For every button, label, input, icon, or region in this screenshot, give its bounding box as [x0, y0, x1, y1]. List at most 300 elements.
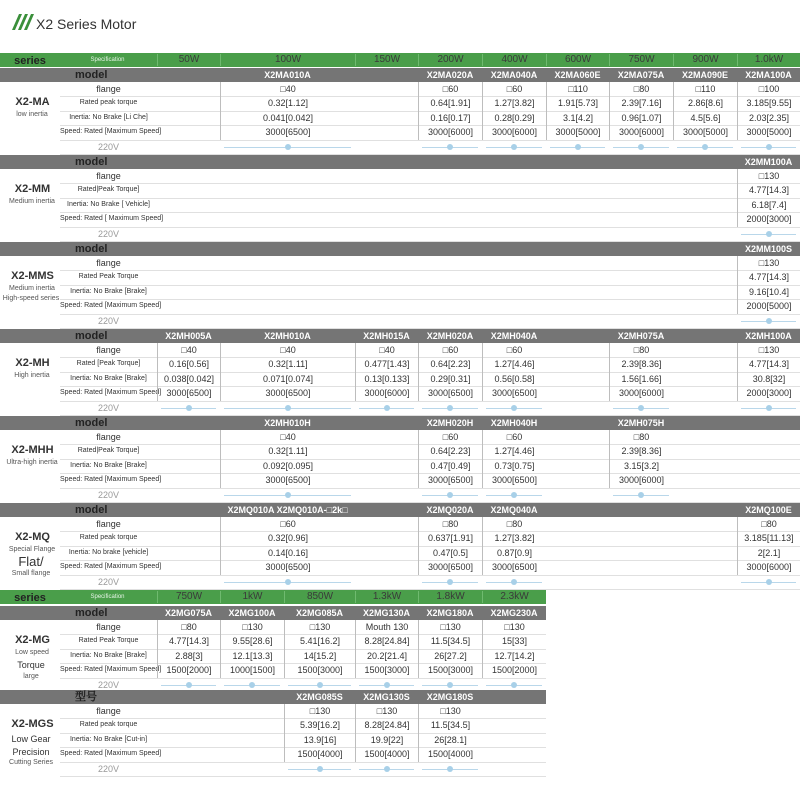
flange-cell: □60 [418, 343, 482, 357]
header-power-col: 750W [157, 591, 220, 603]
header-spec-label: Specification [90, 57, 125, 63]
voltage-indicator-dot-icon [511, 579, 517, 585]
torque-cell: 3.185[9.55] [737, 96, 800, 111]
speed-cell: 3000[6500] [482, 473, 546, 488]
series-subtitle-extra: Small flange [11, 570, 51, 577]
model-cell: X2MH100A [745, 331, 792, 341]
row-label-inertia: Inertia: No Brake [ Vehicle] [67, 201, 150, 208]
row-label-speed: Speed: Rated [Maximum Speed] [60, 302, 162, 309]
speed-cell: 1500[2000] [482, 663, 546, 678]
voltage-indicator-dot-icon [766, 144, 772, 150]
row-separator [60, 401, 800, 402]
flange-cell: □40 [220, 430, 355, 444]
row-label-inertia: Inertia: No brake [vehicle] [68, 549, 149, 556]
series-name: X2-MHH [11, 444, 54, 456]
inertia-cell: 0.96[1.07] [609, 111, 673, 125]
row-label-model: model [75, 243, 108, 255]
header-power-col: 400W [482, 54, 546, 66]
model-cell: X2MQ020A [426, 505, 474, 515]
voltage-indicator-dot-icon [384, 682, 390, 688]
torque-cell: 0.64[2.23] [418, 357, 482, 372]
inertia-cell: 3.15[3.2] [609, 459, 673, 473]
speed-cell: 1500[3000] [284, 663, 355, 678]
series-subtitle: Ultra-high inertia [6, 459, 58, 466]
speed-cell: 3000[6500] [418, 560, 482, 575]
flange-cell: □130 [284, 704, 355, 718]
model-cell: X2MG180S [426, 692, 474, 702]
torque-cell: 0.16[0.56] [157, 357, 220, 372]
model-cell: X2MH075A [617, 331, 665, 341]
torque-cell: 8.28[24.84] [355, 718, 418, 733]
row-separator [60, 488, 800, 489]
row-separator [60, 299, 800, 300]
voltage-indicator-dot-icon [285, 492, 291, 498]
voltage-indicator-dot-icon [447, 492, 453, 498]
header-power-col: 850W [284, 591, 355, 603]
inertia-cell: 0.092[0.095] [220, 459, 355, 473]
row-label-torque: Rated Peak Torque [78, 273, 139, 280]
model-cell: X2MG085S [296, 692, 343, 702]
header-power-col: 150W [355, 54, 418, 66]
row-label-flange: flange [96, 258, 121, 268]
series-subtitle: Medium inertia [9, 198, 55, 205]
row-separator [60, 212, 800, 213]
row-label-flange: flange [96, 519, 121, 529]
voltage-indicator-dot-icon [638, 405, 644, 411]
row-label-torque: Rated [Peak Torque] [76, 360, 141, 367]
voltage-indicator-dot-icon [511, 144, 517, 150]
series-subtitle: low inertia [16, 111, 48, 118]
flange-cell: □100 [737, 82, 800, 96]
row-label-model: model [75, 156, 108, 168]
row-separator [60, 589, 800, 590]
voltage-indicator-dot-icon [766, 231, 772, 237]
row-separator [60, 314, 800, 315]
row-label-model: model [75, 607, 108, 619]
voltage-indicator-dot-icon [511, 682, 517, 688]
inertia-cell: 0.87[0.9] [482, 546, 546, 560]
torque-cell: 1.27[4.46] [482, 357, 546, 372]
inertia-cell: 0.14[0.16] [220, 546, 355, 560]
row-separator [60, 776, 546, 777]
flange-cell: □130 [220, 620, 284, 634]
torque-cell: 4.77[14.3] [737, 270, 800, 285]
voltage-indicator-dot-icon [702, 144, 708, 150]
row-label-model: model [75, 69, 108, 81]
speed-cell: 3000[5000] [737, 125, 800, 140]
model-cell: X2MH040A [490, 331, 538, 341]
row-label-flange: flange [96, 345, 121, 355]
series-subtitle-main: Low Gear [11, 734, 51, 744]
model-cell: X2MH075H [617, 418, 665, 428]
inertia-cell: 0.29[0.31] [418, 372, 482, 386]
flange-cell: □130 [418, 620, 482, 634]
flange-cell: □80 [157, 620, 220, 634]
inertia-cell: 1.56[1.66] [609, 372, 673, 386]
series-subtitle-secondary: High-speed series [2, 295, 60, 302]
torque-cell: 9.55[28.6] [220, 634, 284, 649]
series-subtitle-secondary: large [23, 673, 39, 680]
flange-cell: □130 [737, 169, 800, 183]
model-cell: X2MH005A [165, 331, 212, 341]
header-power-col: 1.3kW [355, 591, 418, 603]
voltage-indicator-dot-icon [511, 405, 517, 411]
flange-cell: □130 [418, 704, 482, 718]
torque-cell: 5.39[16.2] [284, 718, 355, 733]
speed-cell: 1500[4000] [284, 747, 355, 762]
header-power-col: 50W [157, 54, 220, 66]
torque-cell: 1.27[3.82] [482, 96, 546, 111]
row-label-torque: Rated peak torque [79, 99, 138, 106]
torque-cell: 0.637[1.91] [418, 531, 482, 546]
row-label-voltage: 220V [97, 229, 120, 239]
row-label-speed: Speed: Rated [ Maximum Speed] [60, 215, 164, 222]
inertia-cell: 13.9[16] [284, 733, 355, 747]
inertia-cell: 26[27.2] [418, 649, 482, 663]
row-label-inertia: Inertia: No Brake [Cut-in] [69, 736, 148, 743]
inertia-cell: 2.03[2.35] [737, 111, 800, 125]
flange-cell: □60 [418, 430, 482, 444]
voltage-indicator-dot-icon [766, 405, 772, 411]
row-separator [60, 183, 800, 184]
torque-cell: 0.64[1.91] [418, 96, 482, 111]
row-label-voltage: 220V [97, 403, 120, 413]
inertia-cell: 6.18[7.4] [737, 198, 800, 212]
speed-cell: 3000[6000] [482, 125, 546, 140]
voltage-indicator-dot-icon [511, 492, 517, 498]
speed-cell: 3000[6500] [418, 386, 482, 401]
row-label-flange: flange [96, 84, 121, 94]
model-cell: X2MG075A [164, 608, 213, 618]
header-spec-label: Specification [90, 594, 125, 600]
row-separator [60, 227, 800, 228]
header-power-col: 1kW [220, 591, 284, 603]
model-cell: X2MH010H [264, 418, 311, 428]
flange-cell: □40 [220, 82, 355, 96]
series-name: X2-MQ [15, 531, 50, 543]
header-power-col: 2.3kW [482, 591, 546, 603]
voltage-indicator-dot-icon [186, 405, 192, 411]
voltage-indicator-dot-icon [317, 682, 323, 688]
torque-cell: 4.77[14.3] [737, 357, 800, 372]
row-label-voltage: 220V [97, 680, 120, 690]
flange-cell: □110 [546, 82, 609, 96]
model-cell: X2MA040A [490, 70, 538, 80]
inertia-cell: 12.7[14.2] [482, 649, 546, 663]
inertia-cell: 0.071[0.074] [220, 372, 355, 386]
flange-cell: □80 [609, 343, 673, 357]
voltage-indicator-dot-icon [447, 579, 453, 585]
inertia-cell: 14[15.2] [284, 649, 355, 663]
series-subtitle: Special Flange [8, 546, 56, 553]
flange-cell: □130 [284, 620, 355, 634]
torque-cell: 8.28[24.84] [355, 634, 418, 649]
flange-cell: □80 [609, 82, 673, 96]
flange-cell: □130 [355, 704, 418, 718]
flange-cell: □40 [355, 343, 418, 357]
speed-cell: 1500[2000] [157, 663, 220, 678]
torque-cell: 2.39[7.16] [609, 96, 673, 111]
inertia-cell: 0.73[0.75] [482, 459, 546, 473]
row-label-voltage: 220V [97, 764, 120, 774]
row-label-flange: flange [96, 171, 121, 181]
model-cell: X2MH040H [490, 418, 538, 428]
flange-cell: □60 [482, 82, 546, 96]
inertia-cell: 4.5[5.6] [673, 111, 737, 125]
inertia-cell: 19.9[22] [355, 733, 418, 747]
voltage-indicator-dot-icon [285, 144, 291, 150]
row-label-speed: Speed: Rated [Maximum Speed] [60, 389, 162, 396]
series-name: X2-MH [15, 357, 50, 369]
speed-cell: 1500[3000] [418, 663, 482, 678]
header-series-label: series [14, 592, 46, 604]
model-cell: X2MM100S [744, 244, 793, 254]
row-label-voltage: 220V [97, 577, 120, 587]
series-subtitle: Medium inertia [9, 285, 55, 292]
row-separator [60, 285, 800, 286]
flange-cell: □110 [673, 82, 737, 96]
speed-cell: 3000[6500] [482, 386, 546, 401]
row-label-speed: Speed: Rated [Maximum Speed] [60, 750, 162, 757]
torque-cell: 3.185[11.13] [737, 531, 800, 546]
torque-cell: 2.39[8.36] [609, 444, 673, 459]
model-cell: X2MM100A [744, 157, 793, 167]
voltage-indicator-dot-icon [285, 579, 291, 585]
row-label-inertia: Inertia: No Brake [Brake] [70, 375, 147, 382]
voltage-indicator-dot-icon [447, 144, 453, 150]
model-cell: X2MG085A [295, 608, 344, 618]
inertia-cell: 3.1[4.2] [546, 111, 609, 125]
inertia-cell: 2.88[3] [157, 649, 220, 663]
series-subtitle-main: Torque [17, 660, 45, 670]
inertia-cell: 0.47[0.5] [418, 546, 482, 560]
voltage-indicator-dot-icon [186, 682, 192, 688]
voltage-indicator-dot-icon [285, 405, 291, 411]
row-label-voltage: 220V [97, 490, 120, 500]
page-title: X2 Series Motor [36, 16, 137, 32]
row-label-speed: Speed: Rated [Maximum Speed] [60, 476, 162, 483]
row-label-torque: Rated|Peak Torque] [77, 186, 140, 193]
row-label-speed: Speed: Rated [Maximum Speed] [60, 666, 162, 673]
inertia-cell: 0.16[0.17] [418, 111, 482, 125]
row-separator [60, 575, 800, 576]
flange-cell: □130 [737, 256, 800, 270]
row-label-inertia: Inertia: No Brake [Brake] [70, 288, 147, 295]
model-cell: X2MQ040A [490, 505, 538, 515]
row-label-voltage: 220V [97, 316, 120, 326]
voltage-indicator-dot-icon [638, 144, 644, 150]
inertia-cell: 2[2.1] [737, 546, 800, 560]
row-label-inertia: Inertia: No Brake [Brake] [70, 462, 147, 469]
series-subtitle-main: Flat/ [18, 554, 44, 569]
torque-cell: 0.32[1.12] [220, 96, 355, 111]
row-label-voltage: 220V [97, 142, 120, 152]
model-cell: X2MG180A [426, 608, 474, 618]
model-cell: X2MQ100E [745, 505, 792, 515]
torque-cell: 11.5[34.5] [418, 718, 482, 733]
voltage-indicator-dot-icon [766, 318, 772, 324]
flange-cell: □80 [609, 430, 673, 444]
header-power-col: 1.0kW [737, 54, 800, 66]
speed-cell: 3000[5000] [673, 125, 737, 140]
torque-cell: 2.86[8.6] [673, 96, 737, 111]
inertia-cell: 0.56[0.58] [482, 372, 546, 386]
speed-cell: 3000[6500] [220, 473, 355, 488]
series-name: X2-MA [15, 96, 50, 108]
row-separator [60, 140, 800, 141]
torque-cell: 11.5[34.5] [418, 634, 482, 649]
speed-cell: 1000[1500] [220, 663, 284, 678]
row-label-torque: Rated peak torque [79, 534, 138, 541]
inertia-cell: 0.041[0.042] [220, 111, 355, 125]
header-power-col: 1.8kW [418, 591, 482, 603]
torque-cell: 4.77[14.3] [157, 634, 220, 649]
row-separator [60, 270, 800, 271]
speed-cell: 3000[6000] [609, 125, 673, 140]
torque-cell: 1.91[5.73] [546, 96, 609, 111]
speed-cell: 1500[4000] [418, 747, 482, 762]
series-name: X2-MG [15, 634, 50, 646]
flange-cell: □130 [482, 620, 546, 634]
voltage-indicator-dot-icon [317, 766, 323, 772]
voltage-indicator-dot-icon [638, 492, 644, 498]
voltage-indicator-dot-icon [447, 766, 453, 772]
speed-cell: 3000[6500] [220, 560, 355, 575]
row-label-inertia: Inertia: No Brake [Brake] [70, 652, 147, 659]
series-name: X2-MM [14, 183, 51, 195]
header-power-col: 750W [609, 54, 673, 66]
row-label-model: 型号 [75, 691, 97, 703]
model-cell: X2MA060E [554, 70, 601, 80]
model-cell: X2MA020A [426, 70, 474, 80]
speed-cell: 3000[6000] [609, 386, 673, 401]
series-subtitle-extra: Cutting Series [9, 759, 53, 766]
model-cell: X2MH015A [363, 331, 410, 341]
speed-cell: 3000[6000] [737, 560, 800, 575]
torque-cell: 0.32[1.11] [220, 444, 355, 459]
torque-cell: 1.27[4.46] [482, 444, 546, 459]
speed-cell: 3000[6000] [355, 386, 418, 401]
row-label-inertia: Inertia: No Brake [Li Che] [69, 114, 148, 121]
flange-cell: □60 [482, 430, 546, 444]
series-name: X2-MGS [11, 718, 54, 730]
flange-cell: □40 [157, 343, 220, 357]
inertia-cell: 12.1[13.3] [220, 649, 284, 663]
model-cell: X2MQ010A X2MQ010A-□2k□ [227, 505, 348, 515]
speed-cell: 3000[6500] [418, 473, 482, 488]
voltage-indicator-dot-icon [447, 682, 453, 688]
header-power-col: 900W [673, 54, 737, 66]
inertia-cell: 26[28.1] [418, 733, 482, 747]
row-label-flange: flange [96, 432, 121, 442]
model-cell: X2MG100A [228, 608, 276, 618]
flange-cell: Mouth 130 [355, 620, 418, 634]
series-subtitle-main-2: Precision [12, 747, 50, 757]
model-cell: X2MG130S [363, 692, 410, 702]
torque-cell: 0.64[2.23] [418, 444, 482, 459]
voltage-indicator-dot-icon [384, 766, 390, 772]
speed-cell: 3000[5000] [546, 125, 609, 140]
row-label-model: model [75, 504, 108, 516]
header-power-col: 100W [220, 54, 355, 66]
row-label-torque: Rated Peak Torque [78, 637, 139, 644]
flange-cell: □80 [482, 517, 546, 531]
torque-cell: 5.41[16.2] [284, 634, 355, 649]
row-label-speed: Speed: Rated [Maximum Speed] [60, 128, 162, 135]
torque-cell: 0.477[1.43] [355, 357, 418, 372]
row-label-model: model [75, 417, 108, 429]
model-cell: X2MA010A [264, 70, 311, 80]
voltage-indicator-dot-icon [766, 579, 772, 585]
flange-cell: □60 [482, 343, 546, 357]
torque-cell: 0.32[1.11] [220, 357, 355, 372]
header-series-label: series [14, 55, 46, 67]
inertia-cell: 9.16[10.4] [737, 285, 800, 299]
row-label-model: model [75, 330, 108, 342]
speed-cell: 2000[3000] [737, 386, 800, 401]
series-subtitle: Low speed [15, 649, 49, 656]
torque-cell: 1.27[3.82] [482, 531, 546, 546]
voltage-indicator-dot-icon [575, 144, 581, 150]
inertia-cell: 0.47[0.49] [418, 459, 482, 473]
row-label-speed: Speed: Rated [Maximum Speed] [60, 563, 162, 570]
model-cell: X2MG230A [490, 608, 538, 618]
flange-cell: □40 [220, 343, 355, 357]
row-label-flange: flange [96, 706, 121, 716]
speed-cell: 2000[3000] [737, 212, 800, 227]
speed-cell: 1500[3000] [355, 663, 418, 678]
row-separator [60, 198, 800, 199]
voltage-indicator-dot-icon [447, 405, 453, 411]
inertia-cell: 20.2[21.4] [355, 649, 418, 663]
flange-cell: □80 [737, 517, 800, 531]
model-cell: X2MA075A [617, 70, 665, 80]
speed-cell: 3000[6500] [157, 386, 220, 401]
model-cell: X2MA100A [745, 70, 792, 80]
flange-cell: □60 [220, 517, 355, 531]
model-cell: X2MG130A [362, 608, 411, 618]
torque-cell: 2.39[8.36] [609, 357, 673, 372]
series-subtitle: High inertia [14, 372, 50, 379]
flange-cell: □130 [737, 343, 800, 357]
model-cell: X2MH020H [426, 418, 474, 428]
inertia-cell: 0.038[0.042] [157, 372, 220, 386]
torque-cell: 15[33] [482, 634, 546, 649]
speed-cell: 3000[6500] [220, 386, 355, 401]
speed-cell: 3000[6000] [418, 125, 482, 140]
flange-cell: □60 [418, 82, 482, 96]
flange-cell: □80 [418, 517, 482, 531]
inertia-cell: 0.28[0.29] [482, 111, 546, 125]
model-cell: X2MH020A [426, 331, 474, 341]
inertia-cell: 30.8[32] [737, 372, 800, 386]
model-cell: X2MH010A [264, 331, 311, 341]
speed-cell: 1500[4000] [355, 747, 418, 762]
model-cell: X2MA090E [681, 70, 729, 80]
voltage-indicator-dot-icon [249, 682, 255, 688]
row-label-flange: flange [96, 622, 121, 632]
speed-cell: 3000[6500] [482, 560, 546, 575]
speed-cell: 2000[5000] [737, 299, 800, 314]
speed-cell: 3000[6500] [220, 125, 355, 140]
series-name: X2-MMS [11, 270, 54, 282]
header-power-col: 600W [546, 54, 609, 66]
inertia-cell: 0.13[0.133] [355, 372, 418, 386]
voltage-indicator-dot-icon [384, 405, 390, 411]
row-label-torque: Rated peak torque [79, 721, 138, 728]
header-power-col: 200W [418, 54, 482, 66]
row-label-torque: Rated|Peak Torque] [77, 447, 140, 454]
